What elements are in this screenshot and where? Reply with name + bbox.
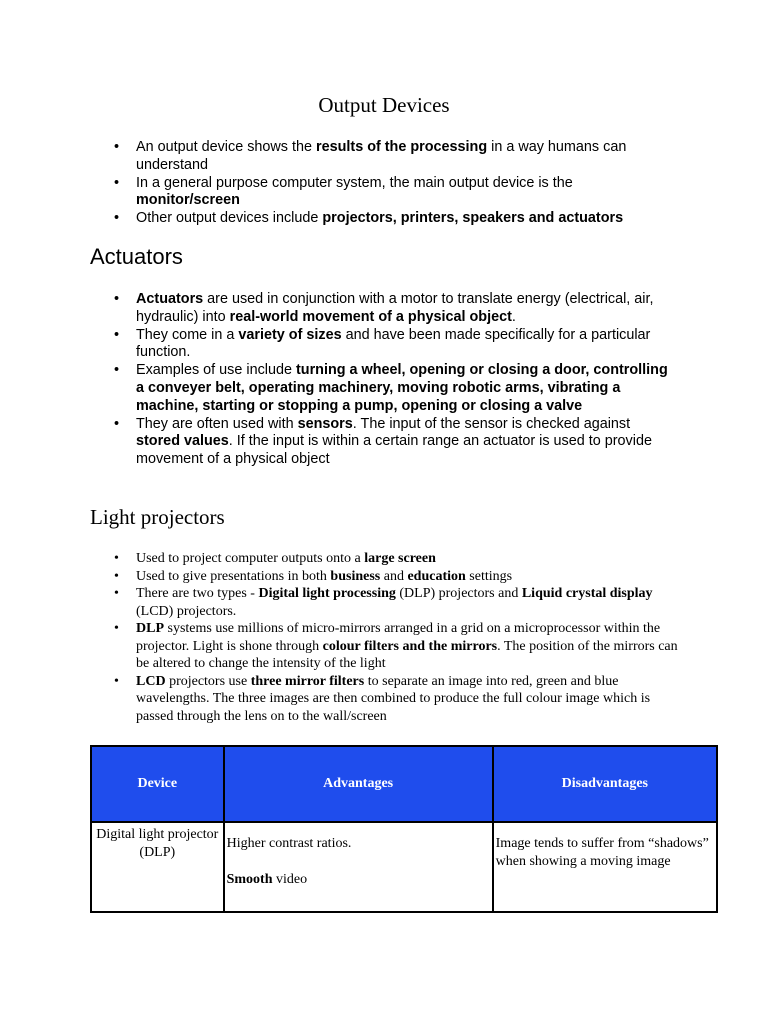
advantage-2-bold: Smooth <box>226 871 273 887</box>
cell-disadvantages: Image tends to suffer from “shadows” when showing a moving image <box>493 822 717 912</box>
bold-text: results of the processing <box>316 139 488 155</box>
bold-text: colour filters and the mirrors <box>322 638 498 654</box>
bold-text: monitor/screen <box>136 192 240 209</box>
bullet-icon: • <box>114 568 119 584</box>
list-item: • In a general purpose computer system, the main output device is the monitor/screen <box>114 174 573 209</box>
list-item: • Other output devices include projectors, printers, speakers and actuators <box>114 210 624 227</box>
light-projectors-heading: Light projectors <box>90 505 225 529</box>
bold-text: variety of sizes <box>238 326 342 343</box>
table-header-row <box>91 746 717 822</box>
bold-text: real-world movement of a physical object <box>229 308 512 325</box>
advantage-2 <box>227 871 490 889</box>
list-item: • LCD projectors use three mirror filters to separate an image into red, green and blue wavelengths. The three images are then combined to produce the full colour image which is passed through the lens on to the wall/screen <box>114 673 651 724</box>
bullet-icon: • <box>114 673 119 689</box>
cell-advantages <box>224 822 493 912</box>
bold-text: three mirror filters <box>250 673 365 689</box>
bullet-icon: • <box>114 415 120 432</box>
list-item: • DLP systems use millions of micro-mirrors arranged in a grid on a microprocessor within the projector. Light is shone through colour filters and the mirrors. The position of the mirrors can be altered to change the intensity of the light <box>114 621 678 671</box>
bold-text: Actuators <box>136 291 204 307</box>
bullet-icon: • <box>114 586 119 601</box>
advantage-2-rest: video <box>272 871 308 887</box>
bold-text: projectors, printers, speakers and actuators <box>322 210 624 227</box>
list-item: • There are two types - Digital light processing (DLP) projectors and Liquid crystal display (LCD) projectors. <box>114 586 653 619</box>
actuators-heading: Actuators <box>90 244 183 269</box>
bold-text: large screen <box>364 551 436 566</box>
bullet-icon: • <box>114 326 120 343</box>
projectors-list <box>114 550 681 725</box>
comparison-table <box>90 745 718 913</box>
header-device: Device <box>91 746 224 822</box>
list-item: • Examples of use include turning a wheel, opening or closing a door, controlling a conveyer belt, operating machinery, moving robotic arms, vibrating a machine, starting or stopping a pump, opening or closing a valve <box>114 362 668 414</box>
bold-text: Liquid crystal display <box>521 586 653 601</box>
bullet-icon: • <box>114 174 120 191</box>
bullet-icon: • <box>114 362 120 379</box>
list-item: • They are often used with sensors. The input of the sensor is checked against stored values. If the input is within a certain range an actuator is used to provide movement of a physical object <box>114 415 652 468</box>
bold-text: sensors <box>297 415 353 432</box>
bold-text: Digital light processing <box>258 586 396 601</box>
list-item: • They come in a variety of sizes and have been made specifically for a particular function. <box>114 326 651 361</box>
actuators-list <box>114 291 676 469</box>
bullet-icon: • <box>114 621 119 636</box>
header-disadvantages: Disadvantages <box>493 746 717 822</box>
header-advantages: Advantages <box>224 746 493 822</box>
advantage-1: Higher contrast ratios. <box>226 836 352 851</box>
list-item: • Used to give presentations in both business and education settings <box>114 568 513 584</box>
cell-device: Digital light projector (DLP) <box>91 822 224 912</box>
list-item: • Used to project computer outputs onto a large screen <box>114 551 436 566</box>
bold-text: turning a wheel, opening or closing a door, controlling a conveyer belt, operating machinery, moving robotic arms, vibrating a machine, starting or stopping a pump, opening or closing a valve <box>136 362 668 414</box>
bold-text: business <box>330 568 381 584</box>
bold-text: stored values <box>136 433 229 450</box>
table-row <box>91 822 717 912</box>
bullet-icon: • <box>114 291 120 307</box>
intro-list <box>114 139 676 228</box>
bullet-icon: • <box>114 210 120 227</box>
list-item: • Actuators are used in conjunction with a motor to translate energy (electrical, air, hydraulic) into real-world movement of a physical object. <box>114 291 654 325</box>
bold-text: LCD <box>136 673 166 689</box>
bold-text: DLP <box>136 621 164 636</box>
page-title: Output Devices <box>318 93 450 117</box>
list-item: • An output device shows the results of the processing in a way humans can understand <box>114 139 627 173</box>
bullet-icon: • <box>114 551 119 566</box>
bold-text: education <box>407 568 466 584</box>
bullet-icon: • <box>114 139 120 155</box>
